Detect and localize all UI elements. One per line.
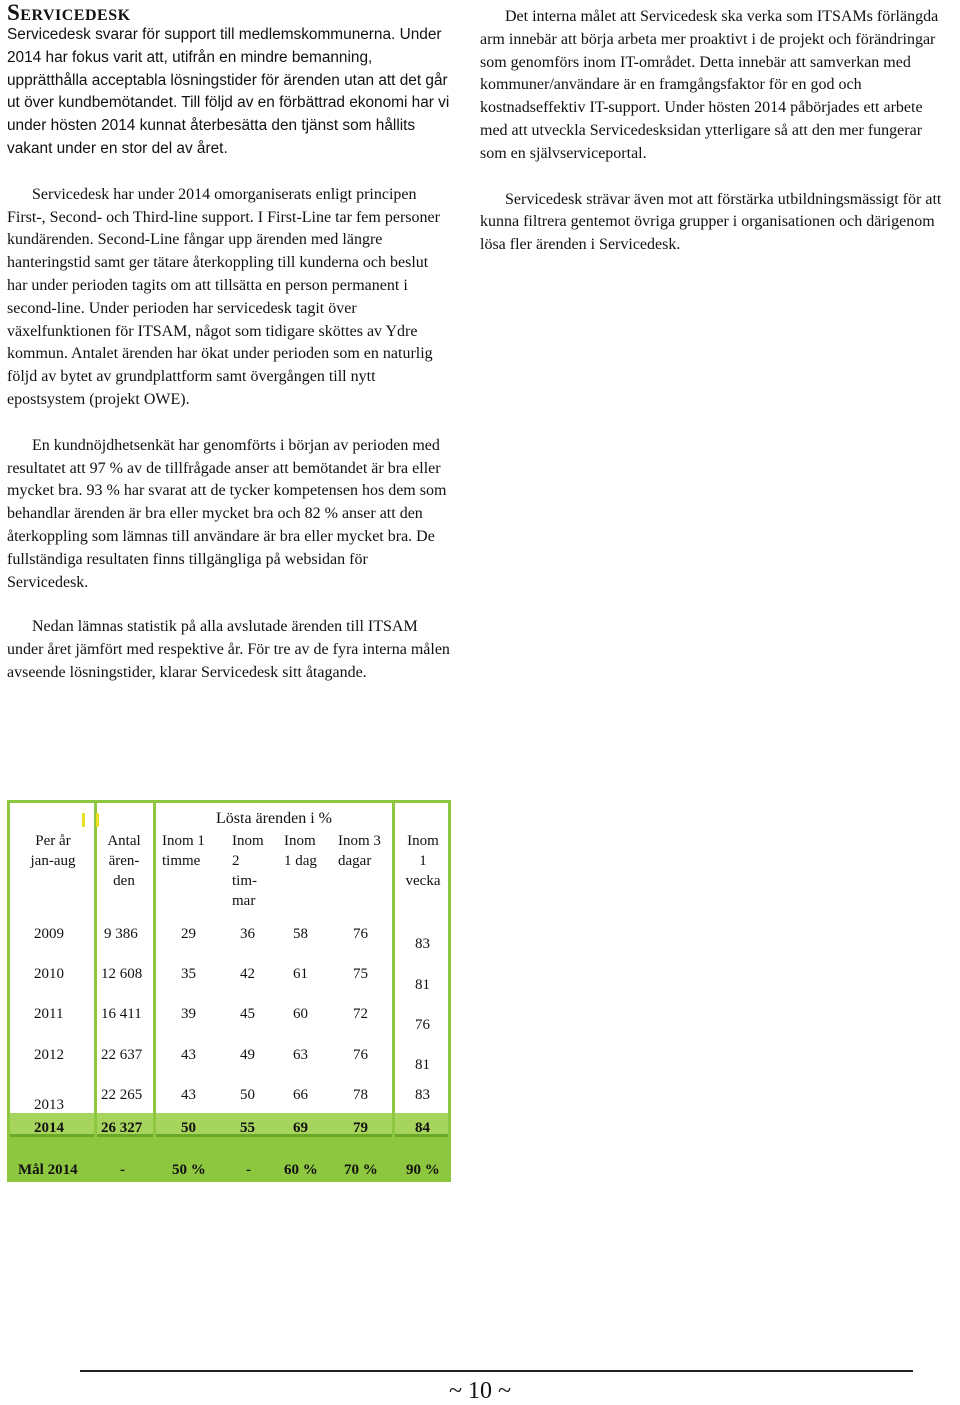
footer-rule	[80, 1370, 913, 1372]
table-cell: 72	[353, 1006, 368, 1022]
table-cell: 2012	[34, 1047, 64, 1063]
statistics-intro-paragraph: Nedan lämnas statistik på alla avslutade ärenden till ITSAM under året jämfört med respektive år. För tre av de fyra interna målen avseende lösningstider, klarar Servicedesk sitt åtagande.	[7, 618, 450, 681]
intro-paragraph: Servicedesk svarar för support till medlemskommunerna. Under 2014 har fokus varit att, utifrån en mindre bemanning, upprätthålla acceptabla lösningstider för ärenden utan att det går ut över kundbemötandet. Till följd av en förbättrad ekonomi har vi under hösten 2014 kunnat återbesätta den tjänst som hållits vakant under en stor del av året.	[7, 26, 450, 157]
header-count: Antal ären- den	[107, 833, 141, 889]
goal-paragraph: Det interna målet att Servicedesk ska verka som ITSAMs förlängda arm innebär att börja arbeta mer proaktivt i de projekt och förändringar som genomförs inom IT-området. Detta innebär att samverkan med kommuner/användare är en framgångsfaktor för en god och kostnadseffektiv IT-support. Under hösten 2014 påbörjades ett arbete med att utveckla Servicedesksidan ytterligare så att den mer fungerar som en självserviceportal.	[480, 8, 939, 162]
table-cell: 50	[240, 1087, 255, 1103]
table-cell: -	[120, 1162, 125, 1178]
table-cell: 2009	[34, 926, 64, 942]
header-year: Per år jan-aug	[30, 833, 76, 869]
page-number: ~ 10 ~	[449, 1378, 511, 1404]
training-paragraph: Servicedesk strävar även mot att förstärka utbildningsmässigt för att kunna filtrera gentemot övriga grupper i organisationen och därigenom lösa fler ärenden i Servicedesk.	[480, 190, 942, 254]
table-cell: 76	[353, 1047, 368, 1063]
table-cell: 9 386	[104, 926, 138, 942]
organisation-paragraph: Servicedesk har under 2014 omorganiserats enligt principen First-, Second- och Third-line support. I First-Line tar fem personer kundärenden. Second-Line fångar upp ärenden med längre hanteringstid samt ger tätare återkoppling till kunderna och beslut har under perioden tagits om att tillsätta en person permanent i second-line. Under perioden har servicedesk tagit över växelfunktionen för ITSAM, något som tidigare sköttes av Ydre kommun. Antalet ärenden har ökat under perioden som en naturlig följd av bytet av grundplattform samt övergången till nytt epostsystem (projekt OWE).	[7, 185, 440, 408]
table-cell: 42	[240, 966, 255, 982]
table-cell: 90 %	[406, 1162, 440, 1178]
table-cell: Mål 2014	[18, 1162, 78, 1178]
table-cell: 2011	[34, 1006, 64, 1022]
left-column	[7, 24, 450, 685]
table-cell: 2013	[34, 1097, 64, 1113]
table-cell: 29	[181, 926, 196, 942]
table-cell: 60 %	[284, 1162, 318, 1178]
row-divider	[10, 1134, 448, 1137]
table-cell: 49	[240, 1047, 255, 1063]
table-cell: 83	[415, 1087, 430, 1103]
table-cell: 16 411	[101, 1006, 142, 1022]
table-cell: 76	[353, 926, 368, 942]
table-cell: 39	[181, 1006, 196, 1022]
table-cell: 69	[293, 1120, 308, 1136]
table-cell: 55	[240, 1120, 255, 1136]
table-cell: 61	[293, 966, 308, 982]
table-cell: 75	[353, 966, 368, 982]
table-cell: 83	[415, 936, 430, 952]
header-within-1-day: Inom 1 dag	[284, 833, 317, 869]
table-cell: 2010	[34, 966, 64, 982]
table-cell: 2014	[34, 1120, 64, 1136]
row-2014-band	[10, 1113, 448, 1135]
header-within-3-days: Inom 3 dagar	[338, 833, 381, 869]
table-cell: 45	[240, 1006, 255, 1022]
table-cell: 58	[293, 926, 308, 942]
table-cell: 36	[240, 926, 255, 942]
table-cell: 70 %	[344, 1162, 378, 1178]
table-cell: 22 637	[101, 1047, 143, 1063]
marker-tick	[82, 813, 85, 827]
marker-tick	[96, 813, 99, 827]
survey-paragraph: En kundnöjdhetsenkät har genomförts i början av perioden med resultatet att 97 % av de tillfrågade anser att bemötandet är bra eller mycket bra. 93 % har svarat att de tycker kompetensen hos dem som behandlar ärenden är bra eller mycket bra och 82 % anser att den återkoppling som lämnas till användare är bra eller mycket bra. De fullständiga resultaten finns tillgängliga på websidan för Servicedesk.	[7, 436, 447, 591]
table-cell: 22 265	[101, 1087, 143, 1103]
table-cell: 81	[415, 1057, 430, 1073]
right-column	[480, 6, 950, 257]
statistics-table	[7, 800, 451, 1182]
group-header: Lösta ärenden i %	[216, 810, 332, 827]
column-divider	[153, 803, 156, 1179]
table-cell: 66	[293, 1087, 308, 1103]
column-divider	[392, 803, 395, 1179]
table-cell: 50	[181, 1120, 196, 1136]
table-cell: 35	[181, 966, 196, 982]
header-within-1-hour: Inom 1 timme	[162, 833, 205, 869]
table-cell: 84	[415, 1120, 430, 1136]
table-cell: 63	[293, 1047, 308, 1063]
table-cell: 26 327	[101, 1120, 143, 1136]
table-cell: 12 608	[101, 966, 143, 982]
table-cell: -	[246, 1162, 251, 1178]
table-cell: 43	[181, 1087, 196, 1103]
table-cell: 50 %	[172, 1162, 206, 1178]
header-within-2-hours: Inom 2 tim- mar	[232, 833, 264, 909]
section-heading: Servicedesk	[7, 0, 131, 25]
header-within-1-week: Inom 1 vecka	[405, 833, 441, 889]
table-cell: 81	[415, 977, 430, 993]
table-cell: 79	[353, 1120, 368, 1136]
table-cell: 60	[293, 1006, 308, 1022]
table-cell: 76	[415, 1017, 430, 1033]
table-cell: 43	[181, 1047, 196, 1063]
table-cell: 78	[353, 1087, 368, 1103]
